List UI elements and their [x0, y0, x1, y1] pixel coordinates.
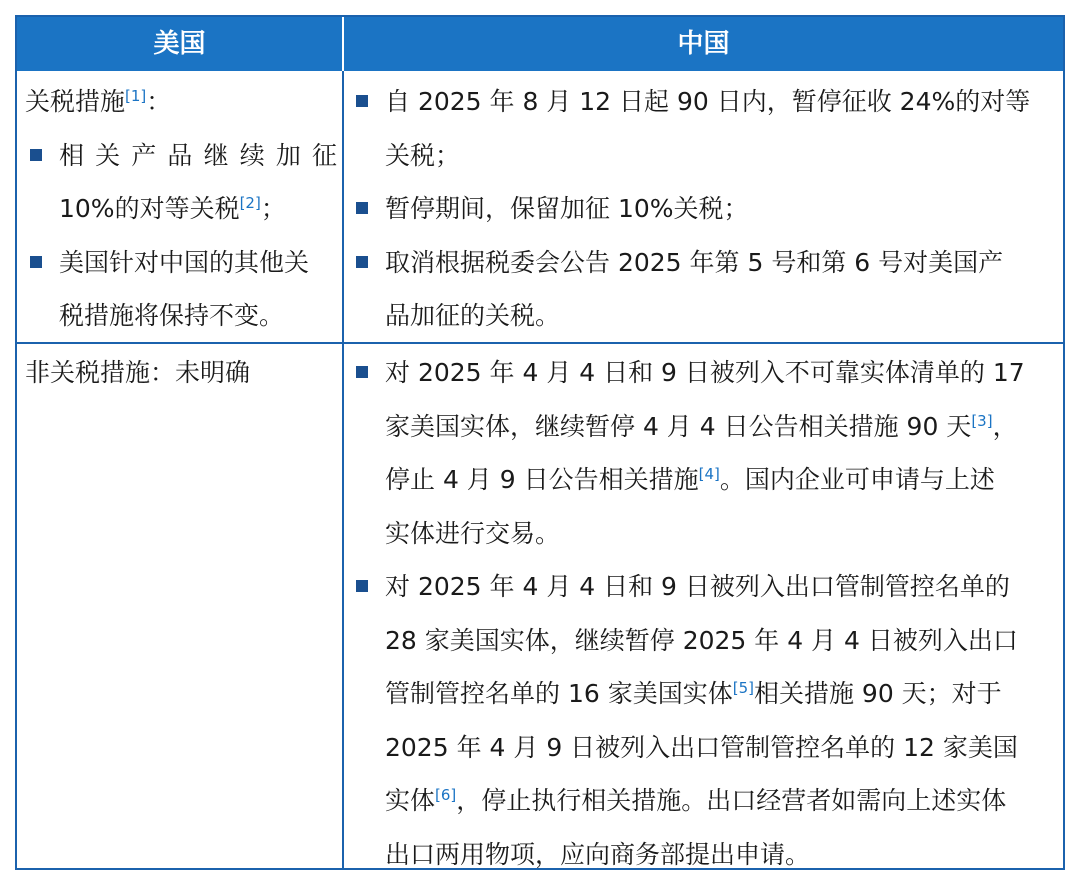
bullet-square-icon — [356, 256, 368, 268]
us-tariff-title: 关税措施[1]： — [25, 87, 172, 116]
cn-tariff-item-1: 自 2025 年 8 月 12 日起 90 日内，暂停征收 24%的对等 关税； — [351, 75, 1057, 182]
cn-nontariff-item-1: 对 2025 年 4 月 4 日和 9 日被列入不可靠实体清单的 17 家美国实体，继续暂停 4 月 4 日公告相关措施 90 天[3]， 停止 4 月 9 日公告相关措施[4]。国内企业可申请与上述 实体进行交易。 — [351, 346, 1057, 560]
footnote-ref-1[interactable]: [1] — [125, 87, 147, 105]
us-tariff-item-2: 美国针对中国的其他关 税措施将保持不变。 — [25, 236, 337, 343]
cn-tariff-cell — [351, 75, 1057, 343]
header-us: 美国 — [153, 29, 206, 59]
bullet-square-icon — [356, 95, 368, 107]
cn-tariff-item-3: 取消根据税委会公告 2025 年第 5 号和第 6 号对美国产 品加征的关税。 — [351, 236, 1057, 343]
us-nontariff-cell — [25, 346, 337, 400]
us-tariff-cell — [25, 75, 337, 343]
us-tariff-item-1: 相关产品继续加征 10%的对等关税[2]； — [25, 129, 337, 236]
footnote-ref-5[interactable]: [5] — [732, 679, 754, 697]
footnote-ref-2[interactable]: [2] — [239, 194, 261, 212]
bullet-square-icon — [30, 256, 42, 268]
bullet-square-icon — [356, 202, 368, 214]
comparison-table — [15, 15, 1065, 870]
bullet-square-icon — [30, 149, 42, 161]
table-header — [17, 17, 1063, 71]
header-cn: 中国 — [677, 29, 730, 59]
cn-tariff-item-2: 暂停期间，保留加征 10%关税； — [351, 182, 1057, 236]
bullet-square-icon — [356, 366, 368, 378]
us-nontariff-text: 非关税措施：未明确 — [25, 358, 251, 387]
column-divider — [342, 71, 344, 868]
bullet-square-icon — [356, 580, 368, 592]
cn-nontariff-item-2: 对 2025 年 4 月 4 日和 9 日被列入出口管制管控名单的 28 家美国实体，继续暂停 2025 年 4 月 4 日被列入出口 管制管控名单的 16 家美国实体[5]相关措施 90 天；对于 2025 年 4 月 9 日被列入出口管制管控名单的 12 家美国 实体[6]，停止执行相关措施。出口经营者如需向上述实体 出口两用物项，应向商务部提出申请。 — [351, 560, 1057, 881]
footnote-ref-6[interactable]: [6] — [435, 786, 457, 804]
footnote-ref-3[interactable]: [3] — [971, 411, 993, 430]
cn-nontariff-cell — [351, 346, 1057, 881]
footnote-ref-4[interactable]: [4] — [698, 465, 720, 483]
